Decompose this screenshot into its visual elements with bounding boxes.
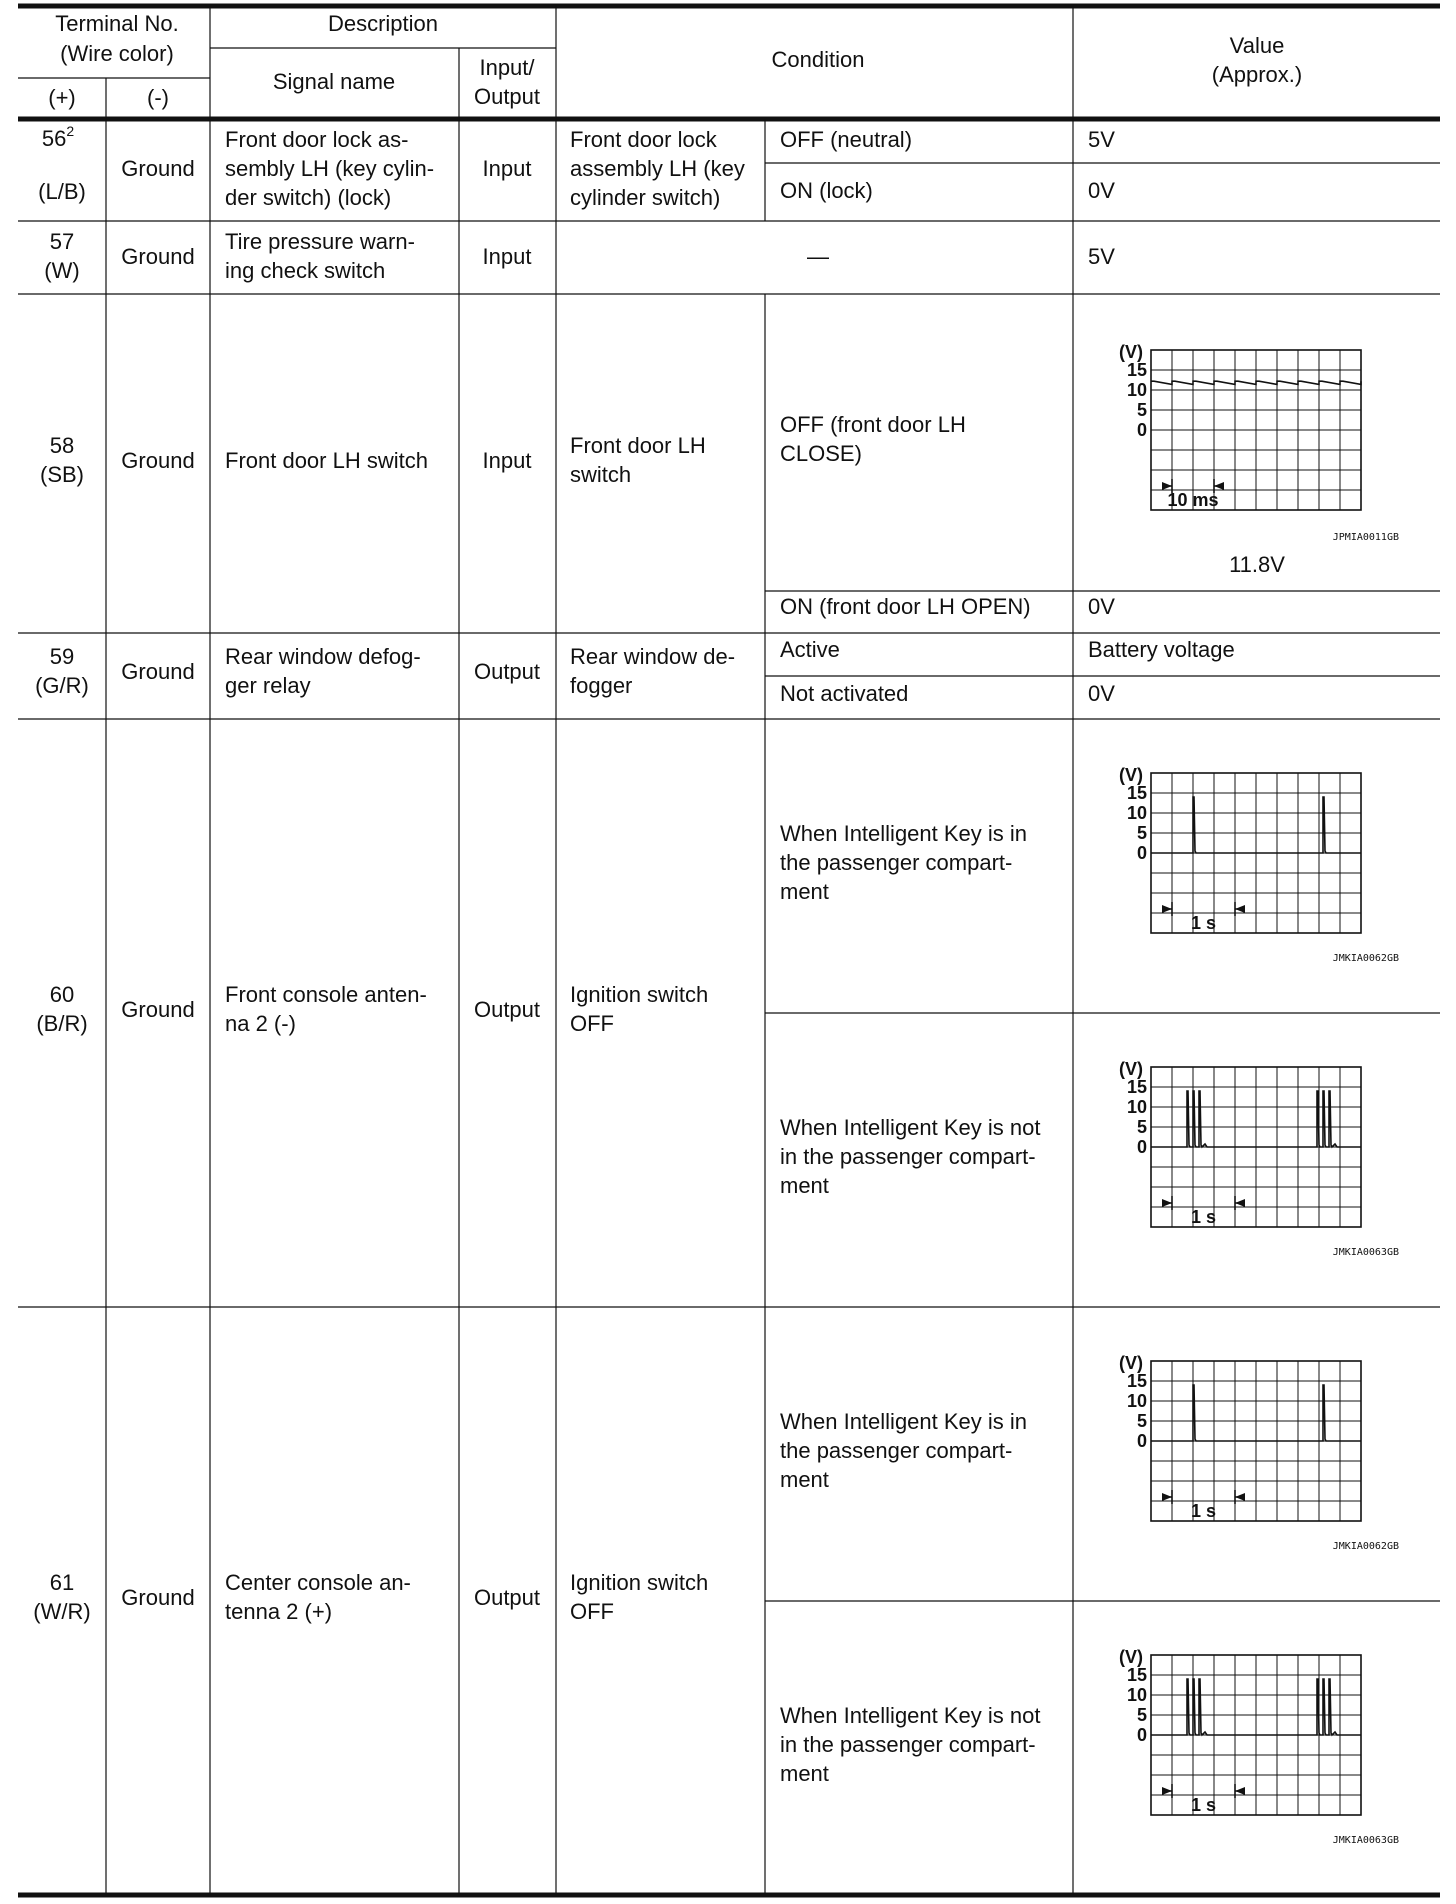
sub-condition: When Intelligent Key is not	[780, 1703, 1041, 1728]
terminal-number: 57	[49, 229, 75, 254]
axis-tick-label: 15	[1126, 1665, 1147, 1685]
value: 5V	[1088, 127, 1115, 152]
header-value: Value	[1229, 33, 1285, 58]
terminal-number: 61	[49, 1570, 75, 1595]
sub-condition: Active	[780, 637, 840, 662]
time-scale-label: 1 s	[1190, 1207, 1217, 1227]
axis-unit: (V)	[1119, 342, 1143, 362]
io-direction: Input	[482, 448, 532, 473]
waveform-key-in-compartment	[1119, 1353, 1399, 1552]
header-condition: Condition	[771, 47, 865, 72]
signal-name: der switch) (lock)	[225, 185, 392, 210]
axis-unit: (V)	[1119, 1059, 1143, 1079]
condition: OFF	[570, 1011, 614, 1036]
signal-name: Front door LH switch	[225, 448, 428, 473]
sub-condition: the passenger compart-	[780, 850, 1013, 875]
time-scale-label: 1 s	[1190, 1501, 1217, 1521]
sub-condition: the passenger compart-	[780, 1438, 1013, 1463]
time-scale-label: 1 s	[1190, 913, 1217, 933]
signal-name: Tire pressure warn-	[225, 229, 415, 254]
sub-condition: ment	[780, 1467, 829, 1492]
sub-condition: When Intelligent Key is in	[780, 1409, 1028, 1434]
axis-tick-label: 0	[1136, 1431, 1147, 1451]
header-signal-name: Signal name	[272, 69, 396, 94]
condition: Front door lock	[570, 127, 717, 152]
table-row-61	[33, 1353, 1399, 1846]
condition: switch	[570, 462, 632, 487]
condition: —	[807, 244, 829, 269]
waveform-key-not-in-compartment	[1119, 1059, 1399, 1258]
sub-condition: in the passenger compart-	[780, 1144, 1036, 1169]
axis-unit: (V)	[1119, 1647, 1143, 1667]
condition: OFF	[570, 1599, 614, 1624]
signal-name: na 2 (-)	[225, 1011, 296, 1036]
value: 0V	[1088, 681, 1115, 706]
axis-tick-label: 5	[1136, 400, 1147, 420]
figure-code: JMKIA0062GB	[1332, 953, 1399, 964]
terminal-number: 60	[49, 982, 75, 1007]
header-value-approx: (Approx.)	[1211, 62, 1303, 87]
sub-condition: ON (front door LH OPEN)	[780, 594, 1031, 619]
ground-terminal: Ground	[121, 997, 195, 1022]
io-direction: Output	[473, 997, 541, 1022]
signal-name: ger relay	[225, 673, 311, 698]
axis-tick-label: 0	[1136, 420, 1147, 440]
waveform-front-door-lh-switch	[1119, 342, 1399, 543]
wire-color: (B/R)	[36, 1011, 88, 1036]
value: 11.8V	[1229, 552, 1285, 577]
header-input-output-2: Output	[473, 84, 541, 109]
signal-name: Front door lock as-	[225, 127, 409, 152]
condition: assembly LH (key	[570, 156, 745, 181]
header-terminal-no: Terminal No.	[55, 11, 179, 36]
terminal-number: $56^2$	[41, 123, 75, 151]
axis-tick-label: 5	[1136, 823, 1147, 843]
signal-name: Rear window defog-	[225, 644, 421, 669]
axis-tick-label: 15	[1126, 783, 1147, 803]
ground-terminal: Ground	[121, 244, 195, 269]
sub-condition: OFF (front door LH	[780, 412, 966, 437]
io-direction: Input	[482, 244, 532, 269]
value: Battery voltage	[1088, 637, 1235, 662]
wire-color: (G/R)	[35, 673, 89, 698]
axis-tick-label: 10	[1126, 380, 1147, 400]
waveform-key-in-compartment	[1119, 765, 1399, 964]
ground-terminal: Ground	[121, 659, 195, 684]
wire-color: (W)	[44, 258, 80, 283]
sub-condition: in the passenger compart-	[780, 1732, 1036, 1757]
signal-name: ing check switch	[225, 258, 386, 283]
axis-tick-label: 15	[1126, 360, 1147, 380]
header-description: Description	[327, 11, 439, 36]
axis-tick-label: 10	[1126, 1097, 1147, 1117]
sub-condition: ment	[780, 1761, 829, 1786]
terminal-number: 58	[49, 433, 75, 458]
condition: Ignition switch	[570, 982, 709, 1007]
header-wire-color: (Wire color)	[60, 41, 174, 66]
axis-tick-label: 15	[1126, 1077, 1147, 1097]
value: 0V	[1088, 178, 1115, 203]
axis-unit: (V)	[1119, 1353, 1143, 1373]
terminal-number: 59	[49, 644, 75, 669]
value: 0V	[1088, 594, 1115, 619]
table-header	[48, 11, 1302, 110]
axis-tick-label: 10	[1126, 1685, 1147, 1705]
table-row-56	[38, 123, 1115, 210]
sub-condition: OFF (neutral)	[780, 127, 913, 152]
table-row-59	[35, 637, 1235, 706]
header-minus: (-)	[147, 85, 169, 110]
condition: Rear window de-	[570, 644, 736, 669]
ground-terminal: Ground	[121, 448, 195, 473]
figure-code: JPMIA0011GB	[1332, 532, 1399, 543]
axis-tick-label: 15	[1126, 1371, 1147, 1391]
io-direction: Output	[473, 659, 541, 684]
waveform-key-not-in-compartment	[1119, 1647, 1399, 1846]
axis-tick-label: 5	[1136, 1705, 1147, 1725]
figure-code: JMKIA0063GB	[1332, 1247, 1399, 1258]
header-input-output: Input/	[479, 55, 535, 80]
table-row-57	[44, 229, 1115, 283]
condition: Front door LH	[570, 433, 706, 458]
ground-terminal: Ground	[121, 156, 195, 181]
time-scale-label: 10 ms	[1167, 490, 1219, 510]
axis-tick-label: 0	[1136, 843, 1147, 863]
signal-name: Front console anten-	[225, 982, 427, 1007]
sub-condition: ON (lock)	[780, 178, 873, 203]
signal-name: Center console an-	[225, 1570, 411, 1595]
wire-color: (W/R)	[33, 1599, 91, 1624]
condition: cylinder switch)	[570, 185, 721, 210]
axis-tick-label: 0	[1136, 1725, 1147, 1745]
sub-condition: CLOSE)	[780, 441, 862, 466]
sub-condition: When Intelligent Key is not	[780, 1115, 1041, 1140]
axis-tick-label: 10	[1126, 1391, 1147, 1411]
wire-color: (SB)	[40, 462, 84, 487]
table-row-58	[40, 342, 1399, 619]
ground-terminal: Ground	[121, 1585, 195, 1610]
header-plus: (+)	[48, 85, 76, 110]
sub-condition: ment	[780, 1173, 829, 1198]
io-direction: Input	[482, 156, 532, 181]
figure-code: JMKIA0063GB	[1332, 1835, 1399, 1846]
axis-tick-label: 0	[1136, 1137, 1147, 1157]
condition: Ignition switch	[570, 1570, 709, 1595]
axis-tick-label: 5	[1136, 1411, 1147, 1431]
condition: fogger	[570, 673, 633, 698]
wire-color: (L/B)	[38, 179, 86, 204]
io-direction: Output	[473, 1585, 541, 1610]
value: 5V	[1088, 244, 1115, 269]
footnote-marker: 2	[66, 123, 75, 139]
signal-name: sembly LH (key cylin-	[225, 156, 435, 181]
axis-unit: (V)	[1119, 765, 1143, 785]
sub-condition: When Intelligent Key is in	[780, 821, 1028, 846]
table-row-60	[36, 765, 1399, 1258]
sub-condition: Not activated	[780, 681, 909, 706]
axis-tick-label: 10	[1126, 803, 1147, 823]
axis-tick-label: 5	[1136, 1117, 1147, 1137]
sub-condition: ment	[780, 879, 829, 904]
time-scale-label: 1 s	[1190, 1795, 1217, 1815]
figure-code: JMKIA0062GB	[1332, 1541, 1399, 1552]
signal-name: tenna 2 (+)	[225, 1599, 333, 1624]
